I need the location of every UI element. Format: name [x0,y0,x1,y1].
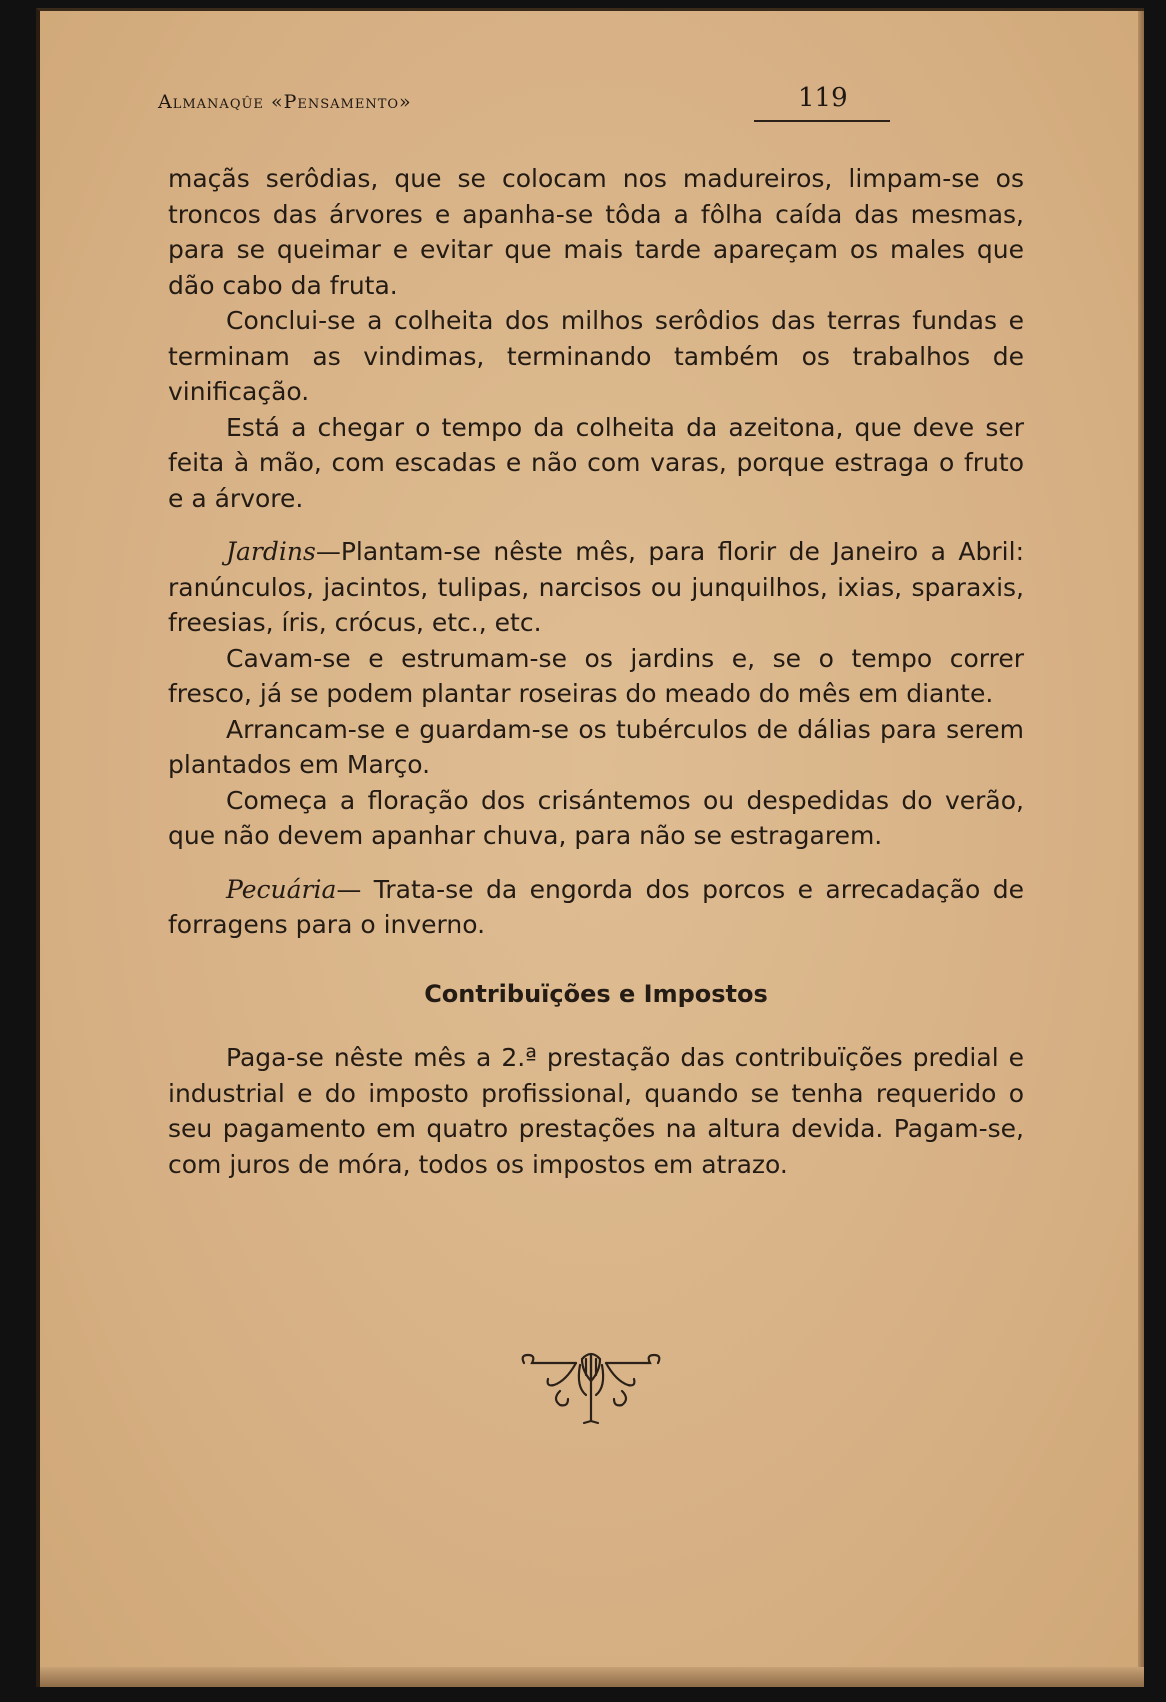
paragraph-pecuaria [168,872,1024,943]
ornament-icon [516,1351,666,1431]
paragraph: Cavam-se e estrumam-se os jardins e, se o tempo correr fresco, já se podem plantar roseiras do meado do mês em diante. [168,643,1024,708]
paragraph: maçãs serôdias, que se colocam nos madureiros, limpam-se os troncos das árvores e apanha-se tôda a fôlha caída das mesmas, para se queimar e evitar que mais tarde apareçam os males que dão cabo da fruta. [168,164,1024,300]
pecuaria-text: — Trata-se da engorda dos porcos e arrecadação de forragens para o inverno. [168,874,1024,939]
header-rule [754,120,890,122]
running-title: Almanaqûe «Pensamento» [158,91,412,113]
page-edge [1138,11,1144,1687]
body-text [168,161,1024,1182]
pecuaria-label: Pecuária [226,874,337,904]
paragraph-jardins [168,534,1024,641]
book-page [36,8,1144,1687]
paragraph: Paga-se nêste mês a 2.ª prestação das contribuïções predial e industrial e do imposto profissional, quando se tenha requerido o seu pagamento em quatro prestações na altura devida. Pagam-se, com juros de móra, todos os impostos em atrazo. [168,1043,1024,1179]
page-header [158,83,958,123]
page-number: 119 [798,83,848,113]
paragraph: Arrancam-se e guardam-se os tubérculos de dálias para serem plantados em Março. [168,714,1024,779]
paragraph: Está a chegar o tempo da colheita da azeitona, que deve ser feita à mão, com escadas e não com varas, porque estraga o fruto e a árvore. [168,412,1024,513]
paragraph: Conclui-se a colheita dos milhos serôdios das terras fundas e terminam as vindimas, terminando também os trabalhos de vinificação. [168,306,1024,406]
jardins-text: —Plantam-se nêste mês, para florir de Janeiro a Abril: ranúnculos, jacintos, tulipas, narcisos ou junquilhos, ixias, sparaxis, freesias, íris, crócus, etc., etc. [168,537,1024,637]
section-heading: Contribuïções e Impostos [424,979,768,1008]
paragraph: Começa a floração dos crisántemos ou despedidas do verão, que não devem apanhar chuva, para não se estragarem. [168,785,1024,850]
jardins-label: Jardins [226,537,316,566]
page-bottom-edge [40,1667,1144,1687]
